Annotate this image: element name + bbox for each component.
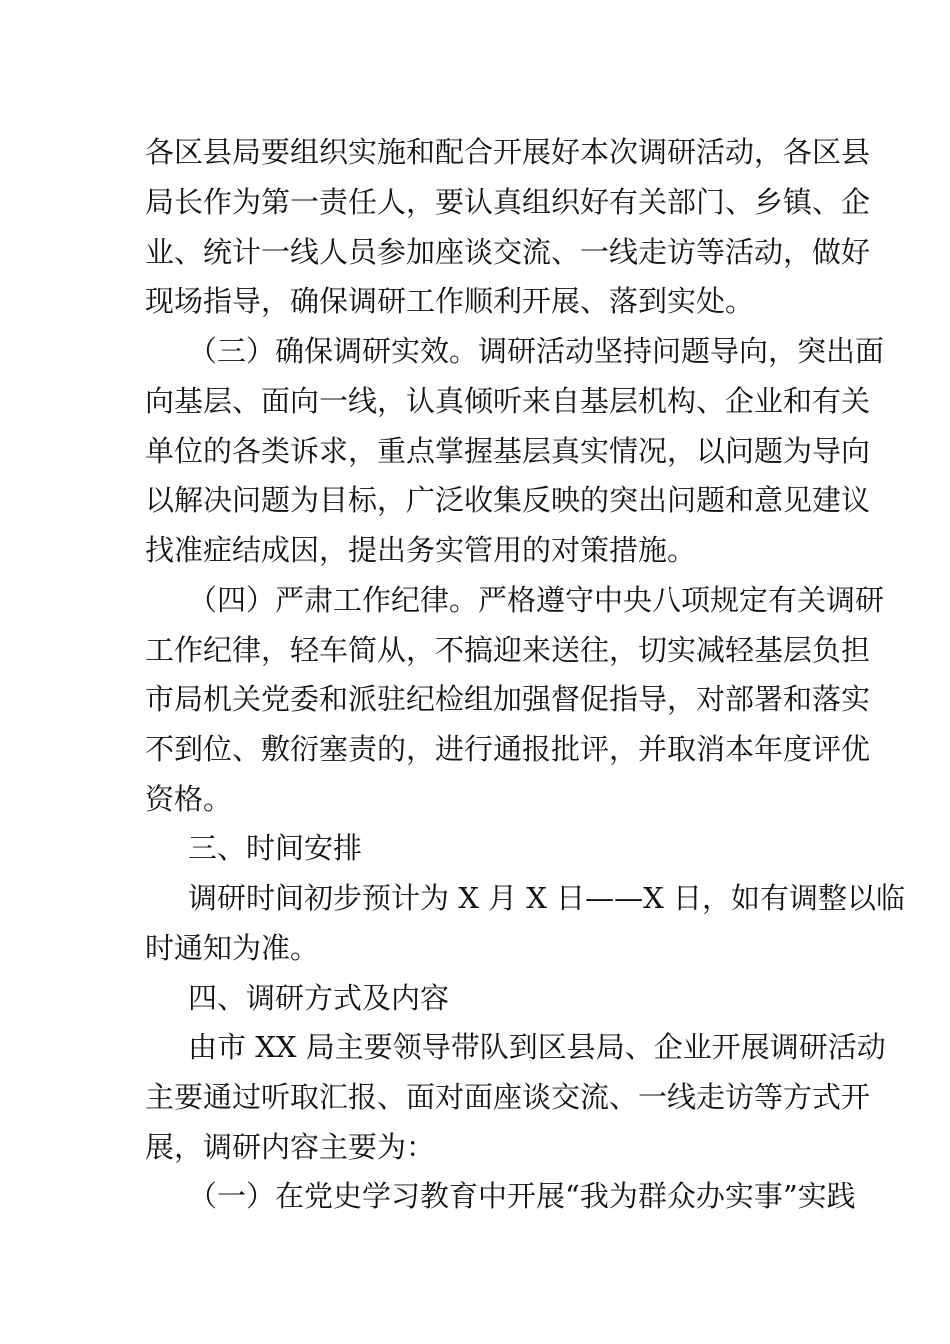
text-line: 不到位、敷衍塞责的，进行通报批评，并取消本年度评优 — [145, 732, 871, 766]
text-line: （一）在党史学习教育中开展“我为群众办实事”实践 — [188, 1179, 856, 1213]
text-line: 时通知为准。 — [145, 931, 320, 965]
text-line: （三）确保调研实效。调研活动坚持问题导向，突出面 — [188, 334, 885, 368]
text-line: 现场指导，确保调研工作顺利开展、落到实处。 — [145, 284, 755, 318]
text-line: 单位的各类诉求，重点掌握基层真实情况，以问题为导向 — [145, 434, 871, 468]
text-line: 资格。 — [145, 782, 233, 816]
text-line: 找准症结成因，提出务实管用的对策措施。 — [145, 533, 697, 567]
text-line: 调研时间初步预计为 X 月 X 日——X 日，如有调整以临 — [188, 881, 906, 915]
text-line: 向基层、面向一线，认真倾听来自基层机构、企业和有关 — [145, 384, 871, 418]
section-heading: 三、时间安排 — [188, 831, 363, 865]
text-line: 由市 XX 局主要领导带队到区县局、企业开展调研活动 — [188, 1030, 886, 1064]
text-line: 展，调研内容主要为： — [145, 1130, 436, 1164]
text-line: 工作纪律，轻车简从，不搞迎来送往，切实减轻基层负担 — [145, 633, 871, 667]
text-line: 各区县局要组织实施和配合开展好本次调研活动，各区县 — [145, 135, 871, 169]
text-line: 以解决问题为目标，广泛收集反映的突出问题和意见建议 — [145, 483, 871, 517]
text-line: 主要通过听取汇报、面对面座谈交流、一线走访等方式开 — [145, 1080, 871, 1114]
section-heading: 四、调研方式及内容 — [188, 981, 450, 1015]
text-line: 局长作为第一责任人，要认真组织好有关部门、乡镇、企 — [145, 185, 871, 219]
text-line: 业、统计一线人员参加座谈交流、一线走访等活动，做好 — [145, 235, 871, 269]
text-line: 市局机关党委和派驻纪检组加强督促指导，对部署和落实 — [145, 682, 871, 716]
text-line: （四）严肃工作纪律。严格遵守中央八项规定有关调研 — [188, 583, 885, 617]
